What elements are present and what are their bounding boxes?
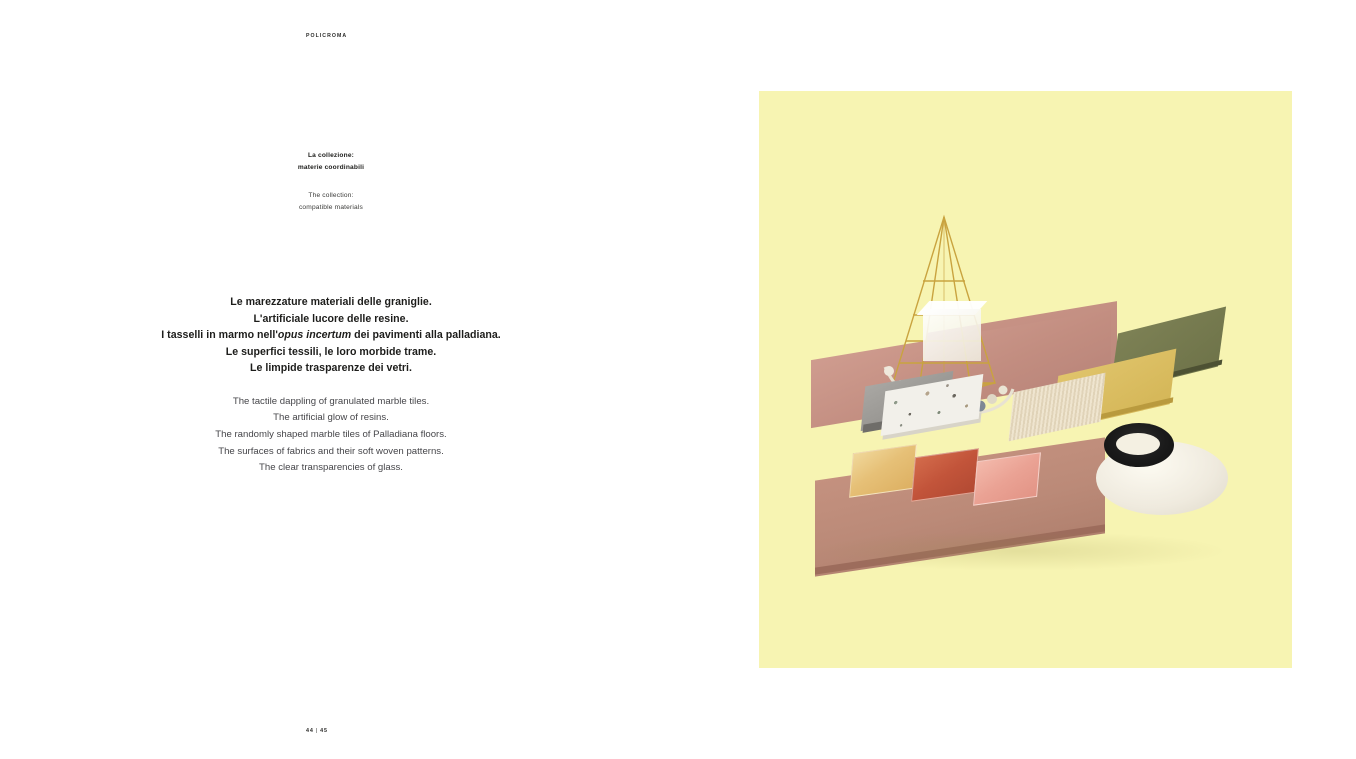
folio-right-page: 45	[320, 728, 328, 734]
body-text-italian	[120, 294, 542, 377]
section-title-english	[120, 190, 542, 213]
body-italian-line-3-italic: opus incertum	[277, 329, 352, 342]
body-english-line-5: The clear transparencies of glass.	[259, 462, 403, 474]
body-italian-line-5: Le limpide trasparenze dei vetri.	[250, 362, 412, 375]
body-italian-line-2: L'artificiale lucore delle resine.	[253, 312, 409, 325]
body-italian-line-4: Le superfici tessili, le loro morbide trame.	[225, 345, 437, 358]
body-english-line-4: The surfaces of fabrics and their soft woven patterns.	[218, 445, 444, 457]
section-title-english-line-1: The collection:	[308, 192, 354, 200]
folio-left-page: 44	[306, 728, 314, 734]
still-life-scene	[759, 91, 1292, 668]
body-text-english	[120, 394, 542, 477]
section-title-italian-line-1: La collezione:	[307, 152, 355, 159]
photo-plate	[759, 91, 1292, 668]
folio-separator: |	[315, 728, 319, 734]
folio	[306, 728, 328, 734]
body-italian-line-3-pre: I tasselli in marmo nell'	[161, 329, 278, 342]
body-italian-line-3-post: dei pavimenti alla palladiana.	[351, 329, 501, 342]
glass-cube	[923, 309, 981, 361]
body-english-line-3: The randomly shaped marble tiles of Palladiana floors.	[215, 429, 447, 441]
body-italian-line-1: Le marezzature materiali delle graniglie.	[230, 296, 432, 309]
running-head: POLICROMA	[306, 33, 348, 39]
section-title-italian-line-2: materie coordinabili	[297, 163, 365, 171]
section-title-italian	[120, 150, 542, 173]
ground-shadow	[809, 531, 1229, 571]
black-ring-inner-opening	[1116, 433, 1160, 455]
body-english-line-2: The artificial glow of resins.	[273, 412, 389, 424]
body-italian-line-3	[120, 327, 542, 344]
body-english-line-1: The tactile dappling of granulated marble tiles.	[232, 395, 430, 407]
text-column	[120, 150, 542, 477]
section-title-english-line-2: compatible materials	[298, 203, 364, 211]
